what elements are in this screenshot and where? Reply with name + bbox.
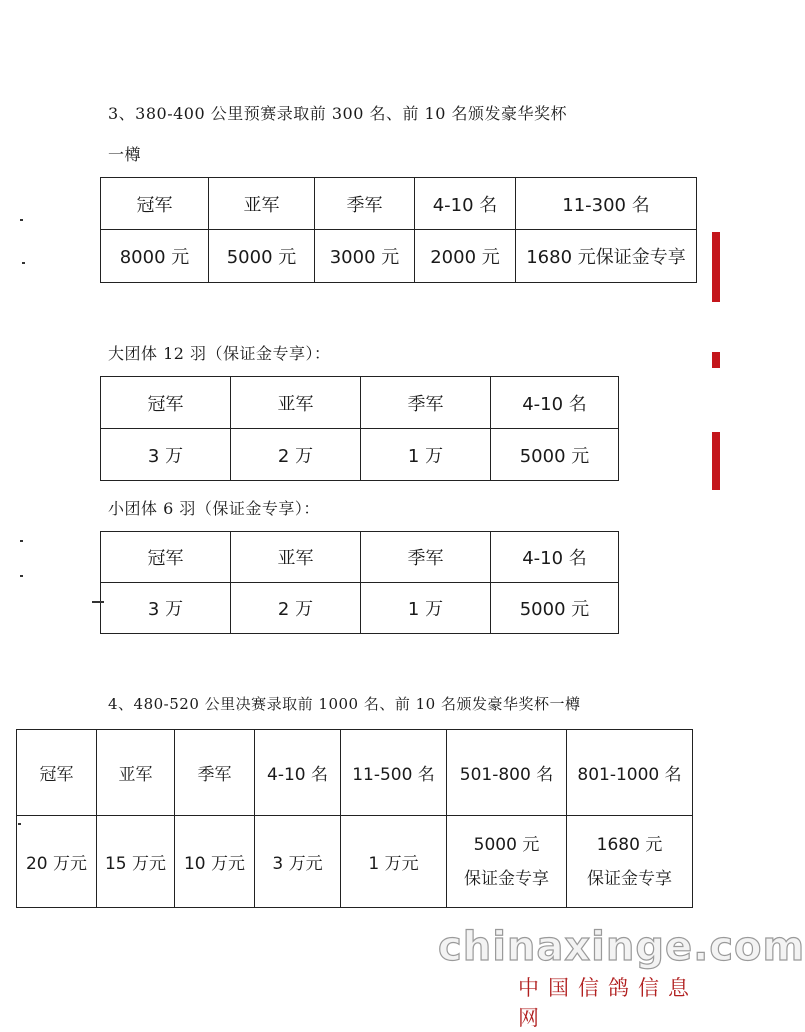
header-cell: 亚军 — [231, 377, 361, 429]
small-team-value-row — [101, 583, 619, 634]
value-cell: 3 万元 — [255, 816, 341, 908]
red-edge-mark — [712, 432, 720, 490]
big-team-heading: 大团体 12 羽（保证金专享）： — [108, 344, 331, 363]
header-cell: 冠军 — [101, 377, 231, 429]
big-team-header-row — [101, 377, 619, 429]
value-line: 保证金专享 — [587, 868, 672, 889]
header-cell: 4-10 名 — [255, 730, 341, 816]
value-cell: 5000 元 — [491, 429, 619, 481]
section3-heading: 3、380-400 公里预赛录取前 300 名、前 10 名颁发豪华奖杯 — [108, 104, 567, 123]
red-edge-mark — [712, 232, 720, 302]
value-cell: 2 万 — [231, 429, 361, 481]
section3-value-row — [101, 230, 697, 283]
header-cell: 季军 — [315, 178, 415, 230]
value-line: 5000 元 — [473, 834, 540, 855]
header-cell: 亚军 — [209, 178, 315, 230]
small-team-header-row — [101, 532, 619, 583]
header-cell: 501-800 名 — [447, 730, 567, 816]
scan-speck — [20, 219, 23, 221]
scan-speck — [22, 262, 25, 264]
value-cell: 10 万元 — [175, 816, 255, 908]
small-team-prize-table — [100, 531, 619, 634]
header-cell: 亚军 — [231, 532, 361, 583]
watermark-site: chinaxinge.com — [438, 924, 805, 970]
section3-header-row — [101, 178, 697, 230]
value-cell: 1 万 — [361, 583, 491, 634]
big-team-value-row — [101, 429, 619, 481]
scan-speck — [20, 540, 23, 542]
section4-heading: 4、480-520 公里决赛录取前 1000 名、前 10 名颁发豪华奖杯一樽 — [108, 695, 581, 713]
header-cell: 季军 — [361, 532, 491, 583]
watermark-site-name: 中国信鸽信息网 — [518, 976, 698, 1030]
value-cell: 3000 元 — [315, 230, 415, 283]
value-cell-two-line — [447, 816, 567, 908]
value-cell: 15 万元 — [97, 816, 175, 908]
scan-speck — [20, 575, 23, 577]
header-cell: 4-10 名 — [491, 532, 619, 583]
header-cell: 11-500 名 — [341, 730, 447, 816]
section4-prize-table — [16, 729, 693, 908]
value-cell: 1680 元保证金专享 — [516, 230, 697, 283]
header-cell: 11-300 名 — [516, 178, 697, 230]
value-line: 保证金专享 — [464, 868, 549, 889]
scan-speck — [18, 823, 21, 825]
value-cell: 3 万 — [101, 429, 231, 481]
scan-speck — [92, 601, 104, 603]
section4-header-row — [17, 730, 693, 816]
value-cell: 5000 元 — [491, 583, 619, 634]
header-cell: 4-10 名 — [415, 178, 516, 230]
value-cell: 2000 元 — [415, 230, 516, 283]
section4-value-row — [17, 816, 693, 908]
red-edge-mark — [712, 352, 720, 368]
header-cell: 季军 — [175, 730, 255, 816]
header-cell: 季军 — [361, 377, 491, 429]
header-cell: 801-1000 名 — [567, 730, 693, 816]
header-cell: 冠军 — [101, 178, 209, 230]
small-team-heading: 小团体 6 羽（保证金专享）： — [108, 499, 320, 518]
value-cell: 1 万元 — [341, 816, 447, 908]
value-cell: 1 万 — [361, 429, 491, 481]
header-cell: 冠军 — [17, 730, 97, 816]
value-cell: 2 万 — [231, 583, 361, 634]
section3-prize-table — [100, 177, 697, 283]
big-team-prize-table — [100, 376, 619, 481]
header-cell: 冠军 — [101, 532, 231, 583]
value-cell: 3 万 — [101, 583, 231, 634]
value-line: 1680 元 — [596, 834, 663, 855]
value-cell: 8000 元 — [101, 230, 209, 283]
header-cell: 4-10 名 — [491, 377, 619, 429]
header-cell: 亚军 — [97, 730, 175, 816]
value-cell: 5000 元 — [209, 230, 315, 283]
value-cell-two-line — [567, 816, 693, 908]
value-cell: 20 万元 — [17, 816, 97, 908]
section3-heading-continued: 一樽 — [108, 145, 142, 164]
